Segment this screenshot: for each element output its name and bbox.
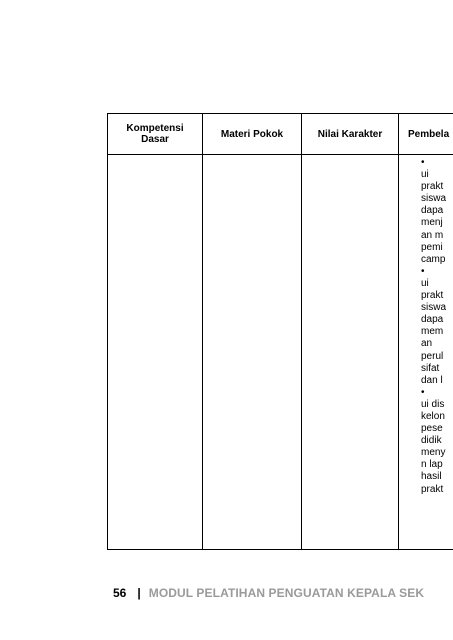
pembelajaran-line: •: [421, 386, 425, 398]
pembelajaran-line: n lap: [421, 459, 443, 471]
pembelajaran-line: prakt: [421, 290, 444, 302]
table-header-row: [108, 114, 453, 155]
pembelajaran-line: •: [421, 157, 425, 168]
pembelajaran-line: an m: [421, 229, 444, 241]
pembelajaran-line: didik: [421, 435, 442, 447]
pembelajaran-line: prakt: [421, 181, 444, 193]
pembelajaran-line: dapa: [421, 205, 444, 217]
pembelajaran-line: kelon: [421, 410, 445, 422]
pembelajaran-line: sifat: [421, 362, 440, 374]
table-row: [108, 155, 453, 550]
header-kompetensi-dasar: [108, 114, 203, 155]
pembelajaran-line: siswa: [421, 193, 447, 205]
pembelajaran-line: camp: [421, 253, 446, 265]
footer-title: MODUL PELATIHAN PENGUATAN KEPALA SEK: [148, 586, 425, 600]
pembelajaran-line: siswa: [421, 302, 447, 314]
pembelajaran-line: hasil: [421, 471, 442, 483]
cell-materi-pokok: [203, 155, 302, 550]
pembelajaran-line: •: [421, 265, 425, 277]
pembelajaran-line: mem: [421, 326, 444, 338]
header-nilai-karakter: Nilai Karakter: [302, 114, 399, 155]
pembelajaran-line: ui dis: [421, 398, 445, 410]
pembelajaran-line: an: [421, 338, 433, 350]
pembelajaran-line: ui: [421, 277, 429, 289]
cell-nilai-karakter: [302, 155, 399, 550]
pembelajaran-line: prakt: [421, 483, 444, 495]
pembelajaran-line: perul: [421, 350, 444, 362]
pembelajaran-line: pemi: [421, 241, 443, 253]
pembelajaran-line: dan l: [421, 374, 443, 386]
pembelajaran-line: ui: [421, 169, 429, 181]
page-footer: [113, 586, 424, 600]
header-materi-pokok: Materi Pokok: [203, 114, 302, 155]
header-pembelajaran: Pembela: [399, 114, 453, 155]
pembelajaran-line: menj: [421, 217, 443, 229]
page-number: 56: [113, 586, 127, 600]
header-kompetensi-line1: Kompetensi: [126, 123, 184, 134]
pembelajaran-line: pese: [421, 423, 443, 435]
footer-separator: |: [137, 586, 141, 600]
competency-table: [107, 113, 453, 550]
header-kompetensi-line2: Dasar: [141, 134, 169, 145]
pembelajaran-line: meny: [421, 447, 446, 459]
cell-pembelajaran: [399, 155, 453, 550]
pembelajaran-line: dapa: [421, 314, 444, 326]
cell-kompetensi-dasar: [108, 155, 203, 550]
